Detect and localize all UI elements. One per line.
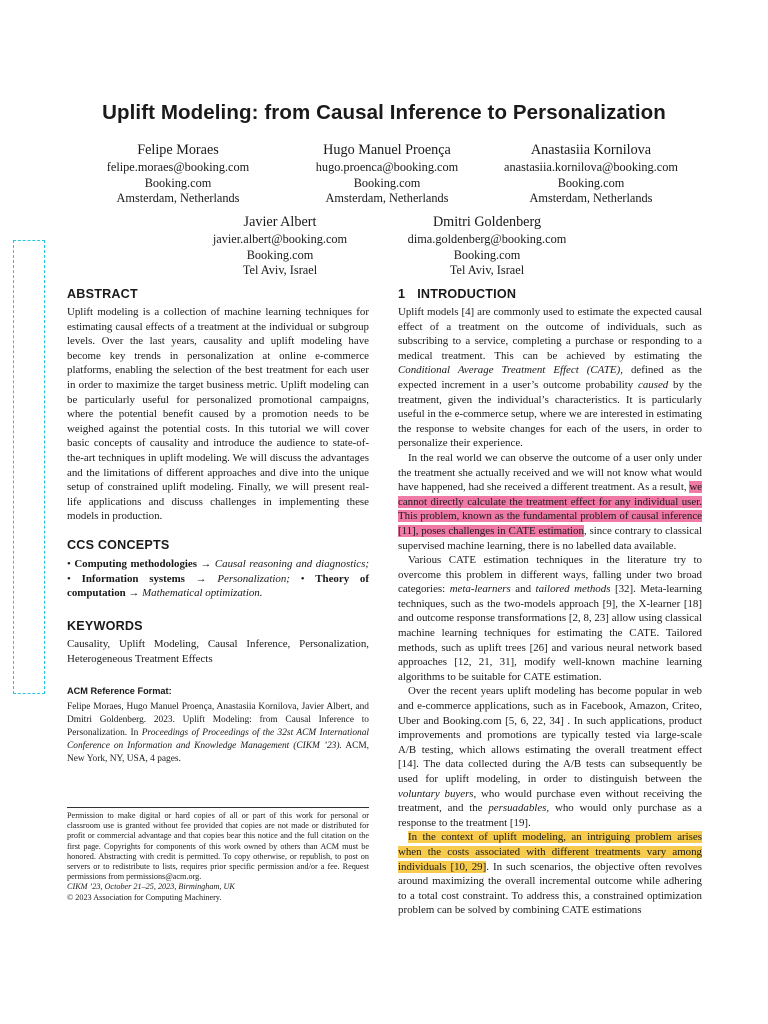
author-org: Booking.com <box>557 175 625 190</box>
section-number: 1 <box>398 287 406 301</box>
keywords-heading: KEYWORDS <box>67 619 143 633</box>
author-block <box>165 213 395 279</box>
highlight-yellow[interactable]: In the context of uplift modeling, an intriguing problem arises when the costs associated with different treatments vary among individuals [10, 29] <box>398 831 702 873</box>
author-email: hugo.proenca@booking.com <box>315 160 459 174</box>
ccs-sub: Personalization; <box>217 572 290 585</box>
ccs-main: Computing methodologies <box>74 558 198 570</box>
ccs-sub: Mathematical optimization. <box>142 587 263 600</box>
author-block <box>372 213 602 279</box>
intro-paragraph-1: Uplift models [4] are commonly used to estimate the expected causal effect of a treatment on the outcome of individuals, such as subscribing to a service, completing a purchase or responding to a medical treatment. This can be achieved by estimating the Conditional Average Treatment Effect (CATE), defined as the expected increment in a user’s outcome probability caused by the treatment, given the individual’s characteristics. It is particularly useful in the e-commerce setup, where we are interested in estimating the response to website changes for each of the users, in order to personalize their experience. <box>398 306 703 450</box>
intro-paragraph-2: In the real world we can observe the outcome of a user only under the treatment she actually received and we will not know what would have happened, had she received a different treatment. As a result, we cannot directly calculate the treatment effect for any individual user. This problem, known as the fundamental problem of causal inference [11], poses challenges in CATE estimation, since contrary to classical supervised machine learning, there is no labelled data available. <box>398 451 703 552</box>
ccs-heading: CCS CONCEPTS <box>67 538 170 552</box>
highlight-pink[interactable]: we cannot directly calculate the treatment effect for any individual user. This problem, known as the fundamental problem of causal inference [11], poses challenges in CATE estimation <box>398 481 703 537</box>
footnote-rule <box>67 807 369 808</box>
paper-title: Uplift Modeling: from Causal Inference to Personalization <box>102 101 666 124</box>
conference-line: CIKM ’23, October 21–25, 2023, Birmingham, UK <box>67 882 235 892</box>
author-block <box>63 141 293 207</box>
acm-ref-tail: ACM, New York, NY, USA, 4 pages. <box>67 740 370 764</box>
intro-paragraph-5: In the context of uplift modeling, an intriguing problem arises when the costs associated with different treatments vary among individuals [10, 29]. In such scenarios, the objective often revolves around maximizing the overall incremental outcome while adhering to a total cost constraint. To address this, a constrained optimization problem can be solved by combining CATE estimations <box>398 831 702 917</box>
keywords-text <box>67 637 369 666</box>
permission-block <box>67 811 369 903</box>
author-name: Javier Albert <box>243 214 317 230</box>
ccs-main: Theory of computation <box>67 572 369 600</box>
ccs-arrow: → <box>200 558 212 570</box>
acm-ref-venue: Proceedings of Proceedings of the 32st ACM International Conference on Information and Knowledge Management (CIKM ’23). <box>67 727 370 751</box>
author-name: Felipe Moraes <box>137 142 219 158</box>
author-location: Amsterdam, Netherlands <box>116 191 240 206</box>
abstract-heading: ABSTRACT <box>67 287 138 301</box>
ccs-sub: Causal reasoning and diagnostics; <box>214 558 369 570</box>
intro-paragraph-3: Various CATE estimation techniques in the literature try to overcome this problem in different ways, falling under two broad categories: meta-learners and tailored methods [32]. Meta-learning techniques, such as the two-models approach [9], the X-learner [18] and outcome response transformations [2, 8, 23] allow using classical machine learning techniques for estimating the CATE. Tailored methods, such as uplift trees [26] and various neural network based approaches [12, 21, 31], modify well-known machine learning algorithms to be suitable for CATE estimation. <box>398 554 703 683</box>
author-email: felipe.moraes@booking.com <box>106 160 250 174</box>
author-org: Booking.com <box>453 247 521 262</box>
author-org: Booking.com <box>353 175 421 190</box>
intro-heading <box>398 287 516 301</box>
ccs-main: Information systems <box>81 572 185 585</box>
acm-ref-authors: Felipe Moraes, Hugo Manuel Proença, Anastasiia Kornilova, Javier Albert, and Dmitri Goldenberg. 2023. Uplift Modeling: from Causal Inference to Personalization. In <box>67 701 369 738</box>
author-block <box>272 141 502 207</box>
intro-text <box>398 305 702 918</box>
author-name: Dmitri Goldenberg <box>432 214 542 230</box>
author-location: Tel Aviv, Israel <box>449 263 525 278</box>
author-block <box>476 141 706 207</box>
author-location: Amsterdam, Netherlands <box>325 191 449 206</box>
author-location: Tel Aviv, Israel <box>242 263 318 278</box>
author-location: Amsterdam, Netherlands <box>529 191 653 206</box>
abstract-paragraph: Uplift modeling is a collection of machine learning techniques for estimating causal effects of a treatment at the individual or subgroup levels. Over the last years, causality and uplift modeling have become key trends in personalization at online e-commerce platforms, enabling the selection of the best treatment for each user in order to maximize the target business metric. Uplift modeling can be particularly useful for personalized promotional campaigns, where the potential benefit caused by a promotion needs to be weighed against the potential costs. In this tutorial we will cover basic concepts of causality and introduce the audience to state-of-the-art techniques in uplift modeling. We will discuss the advantages and the limitations of different approaches and dive into the unique setup of constrained uplift modeling. Finally, we will present real-life applications and discuss challenges in implementing these models in production. <box>67 306 369 523</box>
abstract-text <box>67 305 369 524</box>
acm-ref-heading: ACM Reference Format: <box>67 686 172 696</box>
keywords-paragraph: Causality, Uplift Modeling, Causal Inference, Personalization, Heterogeneous Treatment Effects <box>67 638 369 665</box>
author-email: javier.albert@booking.com <box>212 232 348 246</box>
author-org: Booking.com <box>246 247 314 262</box>
section-title: INTRODUCTION <box>417 287 517 301</box>
author-email: anastasiia.kornilova@booking.com <box>504 160 678 174</box>
intro-paragraph-4: Over the recent years uplift modeling has become popular in web and e-commerce applications, such as in Facebook, Amazon, Criteo, Uber and Booking.com [5, 6, 22, 34] . In such applications, product improvements and promotions are typically tested via large-scale A/B testing, which allows estimating the overall treatment effect [14]. The data collected during the A/B tests can subsequently be used for uplift modeling, in order to distinguish between the voluntary buyers, who would purchase even without receiving the treatment, and the persuadables, who would only purchase as a response to the treatment [19]. <box>398 685 702 829</box>
author-name: Hugo Manuel Proença <box>323 142 451 158</box>
selection-box[interactable] <box>13 240 45 694</box>
ccs-arrow: → <box>195 572 207 585</box>
ccs-arrow: → <box>128 587 140 600</box>
copyright-line: © 2023 Association for Computing Machinery. <box>67 892 222 902</box>
ccs-concepts: • Computing methodologies → Causal reasoning and diagnostics; • Information systems → Personalization; • Theory of computation → Mathematical optimization. <box>67 558 369 600</box>
permission-text: Permission to make digital or hard copies of all or part of this work for personal or classroom use is granted without fee provided that copies are not made or distributed for profit or commercial advantage and that copies bear this notice and the full citation on the first page. Copyrights for components of this work owned by others than ACM must be honored. Abstracting with credit is permitted. To copy otherwise, or republish, to post on servers or to redistribute to lists, requires prior specific permission and/or a fee. Request permissions from permissions@acm.org. <box>67 811 369 882</box>
author-email: dima.goldenberg@booking.com <box>407 232 567 246</box>
acm-reference <box>67 684 369 766</box>
author-org: Booking.com <box>144 175 212 190</box>
author-name: Anastasiia Kornilova <box>530 142 652 158</box>
